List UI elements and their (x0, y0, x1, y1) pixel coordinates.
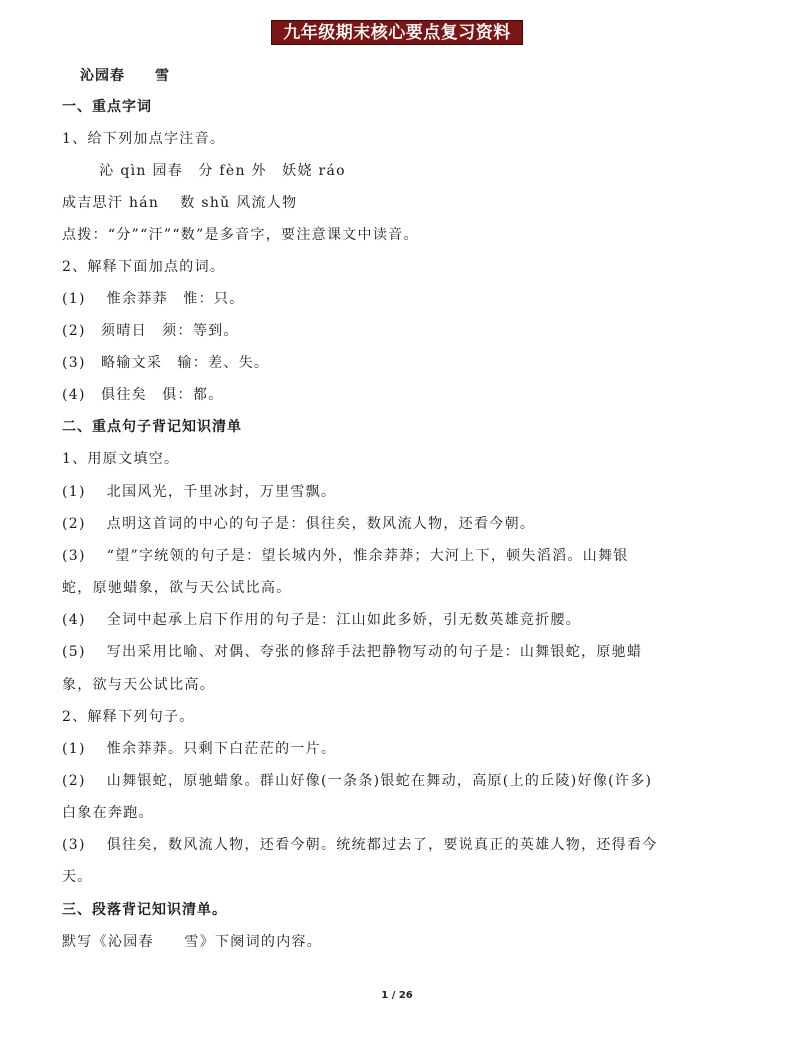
text-line: (1) 惟余莽莽 惟：只。 (62, 291, 245, 307)
text-line: (4) 俱往矣 俱：都。 (62, 387, 224, 403)
page-number: 1 / 26 (381, 990, 413, 1001)
poem-title: 沁园春 雪 (80, 68, 170, 84)
text-line: 天。 (62, 869, 93, 885)
text-line: (1) 惟余莽莽。只剩下白茫茫的一片。 (62, 741, 337, 757)
text-line: (1) 北国风光，千里冰封，万里雪飘。 (62, 484, 337, 500)
text-line: (4) 全词中起承上启下作用的句子是：江山如此多娇，引无数英雄竞折腰。 (62, 612, 582, 628)
text-line: (2) 点明这首词的中心的句子是：俱往矣，数风流人物，还看今朝。 (62, 516, 536, 532)
section-heading-1: 一、重点字词 (62, 99, 152, 115)
text-line: 象，欲与天公试比高。 (62, 677, 215, 693)
section-heading-2: 二、重点句子背记知识清单 (62, 419, 242, 435)
text-line: 白象在奔跑。 (62, 805, 154, 821)
text-line: 成吉思汗 hán 数 shǔ 风流人物 (62, 195, 298, 211)
text-line: (5) 写出采用比喻、对偶、夸张的修辞手法把静物写动的句子是：山舞银蛇，原驰蜡 (62, 644, 643, 660)
text-line: 2、解释下列句子。 (62, 709, 195, 725)
text-line: (3) 略输文采 输：差、失。 (62, 355, 270, 371)
text-line: 沁 qìn 园春 分 fèn 外 妖娆 ráo (84, 163, 346, 179)
text-line: (2) 须晴日 须：等到。 (62, 323, 239, 339)
text-line: 2、解释下面加点的词。 (62, 259, 226, 275)
text-line: (2) 山舞银蛇，原驰蜡象。群山好像(一条条)银蛇在舞动，高原(上的丘陵)好像(许多) (62, 773, 653, 789)
text-line: 点拨：“分”“汗”“数”是多音字，要注意课文中读音。 (62, 227, 419, 243)
text-line: (3) 俱往矣，数风流人物，还看今朝。统统都过去了，要说真正的英雄人物，还得看今 (62, 837, 658, 853)
text-line: (3) “望”字统领的句子是：望长城内外，惟余莽莽；大河上下，顿失滔滔。山舞银 (62, 548, 629, 564)
section-heading-3: 三、段落背记知识清单。 (62, 902, 227, 918)
text-line: 默写《沁园春 雪》下阕词的内容。 (62, 934, 323, 950)
text-line: 蛇，原驰蜡象，欲与天公试比高。 (62, 580, 292, 596)
text-line: 1、给下列加点字注音。 (62, 131, 226, 147)
document-title: 九年级期末核心要点复习资料 (271, 20, 523, 45)
text-line: 1、用原文填空。 (62, 451, 180, 467)
